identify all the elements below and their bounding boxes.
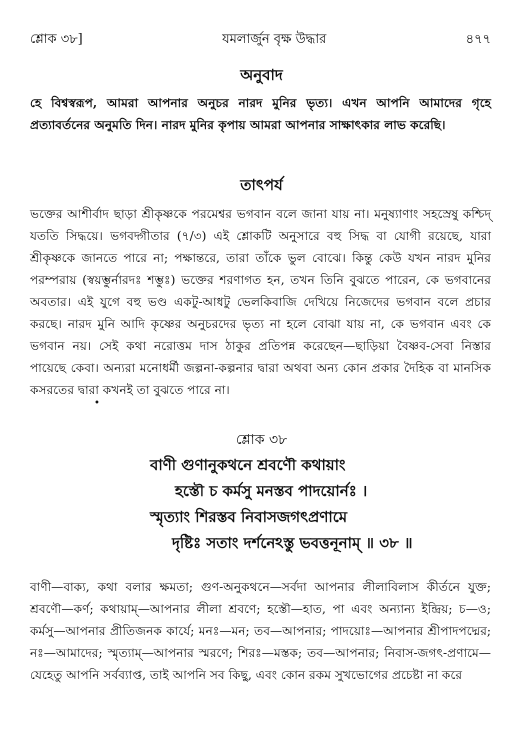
sanskrit-verse bbox=[150, 452, 483, 556]
verse-line-4: দৃষ্টিঃ সতাং দর্শনেঽস্তু ভবত্তনূনাম্ ॥ ৩৮ ॥ bbox=[172, 534, 413, 552]
synonyms-text: বাণী—বাক্য, কথা বলার ক্ষমতা; গুণ-অনুকথনে—সর্বদা আপনার লীলাবিলাস কীর্তনে যুক্ত; শ্রবণৌ—কর্ণ; কথায়াম্—আপনার লীলা শ্রবণে; হস্তৌ—হাত, পা এবং অন্যান্য ইন্দ্রিয়; চ—ও; কর্মসু—আপনার প্রীতিজনক কার্যে; মনঃ—মন; তব—আপনার; পাদয়োঃ—আপনার শ্রীপাদপদ্মের; নঃ—আমাদের; স্মৃত্যাম্—আপনার স্মরণে; শিরঃ—মস্তক; তব—আপনার; নিবাস-জগৎ-প্রণামে—যেহেতু আপনি সর্বব্যাপ্ত, তাই আপনি সব কিছু, এবং কোন রকম সুখভোগের প্রচেষ্টা না করে bbox=[30, 580, 491, 682]
verse-line-2: হস্তৌ চ কর্মসু মনস্তব পাদয়োর্নঃ । bbox=[175, 482, 368, 500]
verse-line-1: বাণী গুণানুকথনে শ্রবণৌ কথায়াং bbox=[150, 456, 346, 474]
translation-heading: অনুবাদ bbox=[240, 66, 283, 84]
running-header bbox=[30, 30, 491, 51]
header-verse-ref: শ্লোক ৩৮] bbox=[30, 32, 83, 47]
header-chapter-title: যমলার্জুন বৃক্ষ উদ্ধার bbox=[222, 32, 327, 47]
translation-text: হে বিশ্বস্বরূপ, আমরা আপনার অনুচর নারদ মুনির ভৃত্য। এখন আপনি আমাদের গৃহে প্রত্যাবর্তনের অনুমতি দিন। নারদ মুনির কৃপায় আমরা আপনার সাক্ষাৎকার লাভ করেছি। bbox=[30, 96, 491, 132]
purport-text: ভক্তের আশীর্বাদ ছাড়া শ্রীকৃষ্ণকে পরমেশ্বর ভগবান বলে জানা যায় না। মনুষ্যাণাং সহস্রেষু কশ্চিদ্ যততি সিদ্ধয়ে। ভগবদ্গীতার (৭/৩) এই শ্লোকটি অনুসারে বহু সিদ্ধ বা যোগী রয়েছে, যারা শ্রীকৃষ্ণকে জানতে পারে না; পক্ষান্তরে, তারা তাঁকে ভুল বোঝে। কিন্তু কেউ যখন নারদ মুনির পরম্পরায় (স্বয়ম্ভুর্নারদঃ শম্ভুঃ) ভক্তের শরণাগত হন, তখন তিনি বুঝতে পারেন, কে ভগবানের অবতার। এই যুগে বহু ভণ্ড একটু-আধটু ভেলকিবাজি দেখিয়ে নিজেদের ভগবান বলে প্রচার করছে। নারদ মুনি আদি কৃষ্ণের অনুচরদের ভৃত্য না হলে বোঝা যায় না, কে ভগবান এবং কে ভগবান নয়। সেই কথা নরোত্তম দাস ঠাকুর প্রতিপন্ন করেছেন—ছাড়িয়া বৈষ্ণব-সেবা নিস্তার পায়েছে কেবা। অন্যরা মনোধর্মী জল্পনা-কল্পনার দ্বারা অথবা অন্য কোন প্রকার দৈহিক বা মানসিক কসরতের দ্বারা কখনই তা বুঝতে পারে না। bbox=[30, 207, 491, 397]
verse-line-3: স্মৃত্যাং শিরস্তব নিবাসজগৎপ্রণামে bbox=[150, 508, 348, 526]
purport-heading: তাৎপর্য bbox=[240, 176, 283, 194]
bullet-mark: • bbox=[94, 398, 100, 409]
verse-number: শ্লোক ৩৮ bbox=[235, 432, 288, 448]
header-page-number: ৪৭৭ bbox=[465, 32, 491, 47]
